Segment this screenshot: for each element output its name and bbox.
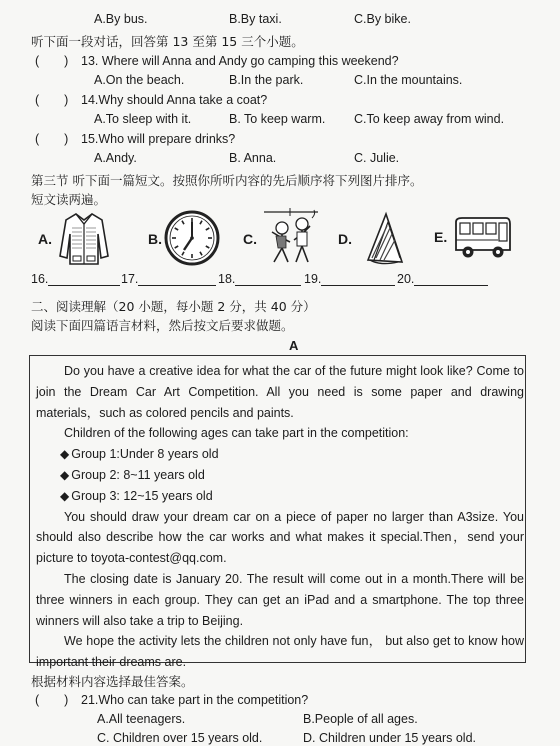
picture-label-e: E. — [434, 229, 448, 245]
q13-option-a: A.On the beach. — [94, 73, 185, 87]
blank-20[interactable] — [397, 272, 488, 286]
choose-instruction: 根据材料内容选择最佳答案。 — [31, 674, 194, 689]
q21-option-d: D. Children under 15 years old. — [303, 731, 477, 745]
q21-option-b: B.People of all ages. — [303, 712, 418, 726]
reading-instruction: 阅读下面四篇语言材料，然后按文后要求做题。 — [31, 318, 294, 333]
q13-option-b: B.In the park. — [229, 73, 304, 87]
q14-option-b: B. To keep warm. — [229, 112, 326, 126]
q13-options — [0, 72, 560, 88]
diamond-bullet-icon: ◆ — [60, 467, 70, 482]
answer-paren[interactable]: ( ) — [35, 54, 69, 68]
q15-option-a: A.Andy. — [94, 151, 137, 165]
question-text: 21.Who can take part in the competition? — [81, 693, 309, 707]
question-text: 13. Where will Anna and Andy go camping this weekend? — [81, 54, 399, 68]
passage-paragraph-2: Children of the following ages can take part in the competition: — [64, 426, 409, 441]
picture-label-b: B. — [148, 231, 162, 247]
q14-options — [0, 111, 560, 127]
group-item — [36, 465, 524, 486]
q14-option-c: C.To keep away from wind. — [354, 112, 505, 126]
picture-label-d: D. — [338, 231, 352, 247]
question-13 — [35, 53, 399, 69]
blank-number: 16. — [31, 272, 49, 286]
group-text: Group 2: 8~11 years old — [71, 467, 205, 482]
clock-icon — [163, 208, 221, 268]
q13-option-c: C.In the mountains. — [354, 73, 463, 87]
dialog-instruction: 听下面一段对话，回答第 13 至第 15 三个小题。 — [31, 34, 304, 49]
answer-paren[interactable]: ( ) — [35, 132, 69, 146]
question-14 — [35, 92, 267, 108]
answer-paren[interactable]: ( ) — [35, 693, 69, 707]
reading-heading: 二、阅读理解（20 小题，每小题 2 分，共 40 分） — [31, 299, 316, 314]
blank-number: 17. — [121, 272, 139, 286]
q12-option-c: C.By bike. — [354, 12, 411, 26]
passage-paragraph-4: The closing date is January 20. The result will come out in a month.There will be three winners in each group. They can get an iPad and a smartphone. The top three winners will also take a trip to Beijing. — [36, 571, 524, 628]
q12-option-b: B.By taxi. — [229, 12, 282, 26]
blank-17[interactable] — [121, 272, 216, 286]
blank-number: 19. — [304, 272, 322, 286]
children-playing-icon — [260, 206, 322, 268]
diamond-bullet-icon: ◆ — [60, 447, 70, 462]
section3-instruction: 第三节 听下面一篇短文。按照你所听内容的先后顺序将下列图片排序。 — [31, 173, 423, 188]
section3-instruction-2: 短文读两遍。 — [31, 192, 107, 207]
q15-option-c: C. Julie. — [354, 151, 400, 165]
q21-option-a: A.All teenagers. — [97, 712, 186, 726]
blank-16[interactable] — [31, 272, 120, 286]
group-item — [36, 486, 524, 507]
q14-option-a: A.To sleep with it. — [94, 112, 192, 126]
group-text: Group 1:Under 8 years old — [71, 447, 219, 462]
sandwich-icon — [360, 208, 408, 268]
question-15 — [35, 131, 235, 147]
passage-paragraph-5: We hope the activity lets the children not only have fun， but also get to know how important their dreams are. — [36, 634, 524, 670]
diamond-bullet-icon: ◆ — [60, 488, 70, 503]
picture-label-a: A. — [38, 231, 52, 247]
question-text: 15.Who will prepare drinks? — [81, 132, 236, 146]
jacket-icon — [58, 210, 110, 266]
blank-19[interactable] — [304, 272, 395, 286]
blank-number: 20. — [397, 272, 415, 286]
group-item — [36, 444, 524, 465]
q15-option-b: B. Anna. — [229, 151, 277, 165]
q12-option-a: A.By bus. — [94, 12, 148, 26]
question-text: 14.Why should Anna take a coat? — [81, 93, 268, 107]
group-text: Group 3: 12~15 years old — [71, 488, 213, 503]
passage-label: A — [289, 338, 299, 353]
question-21 — [35, 692, 308, 708]
q12-options — [0, 11, 560, 27]
q15-options — [0, 150, 560, 166]
picture-label-c: C. — [243, 231, 257, 247]
q21-option-c: C. Children over 15 years old. — [97, 731, 263, 745]
passage-paragraph-3: You should draw your dream car on a piece of paper no larger than A3size. You should also describe how the car works and what makes it special.Then，send your picture to toyota-contest@qq.com. — [36, 509, 524, 566]
q21-options-row2 — [0, 730, 560, 746]
passage-a — [36, 361, 524, 673]
bus-icon — [452, 214, 514, 262]
passage-paragraph-1: Do you have a creative idea for what the car of the future might look like? Come to join the Dream Car Art Competition. All you need is some paper and drawing materials，such as colored pencils and paints. — [36, 364, 524, 420]
answer-paren[interactable]: ( ) — [35, 93, 69, 107]
blank-number: 18. — [218, 272, 236, 286]
q21-options-row1 — [0, 711, 560, 727]
blank-18[interactable] — [218, 272, 301, 286]
